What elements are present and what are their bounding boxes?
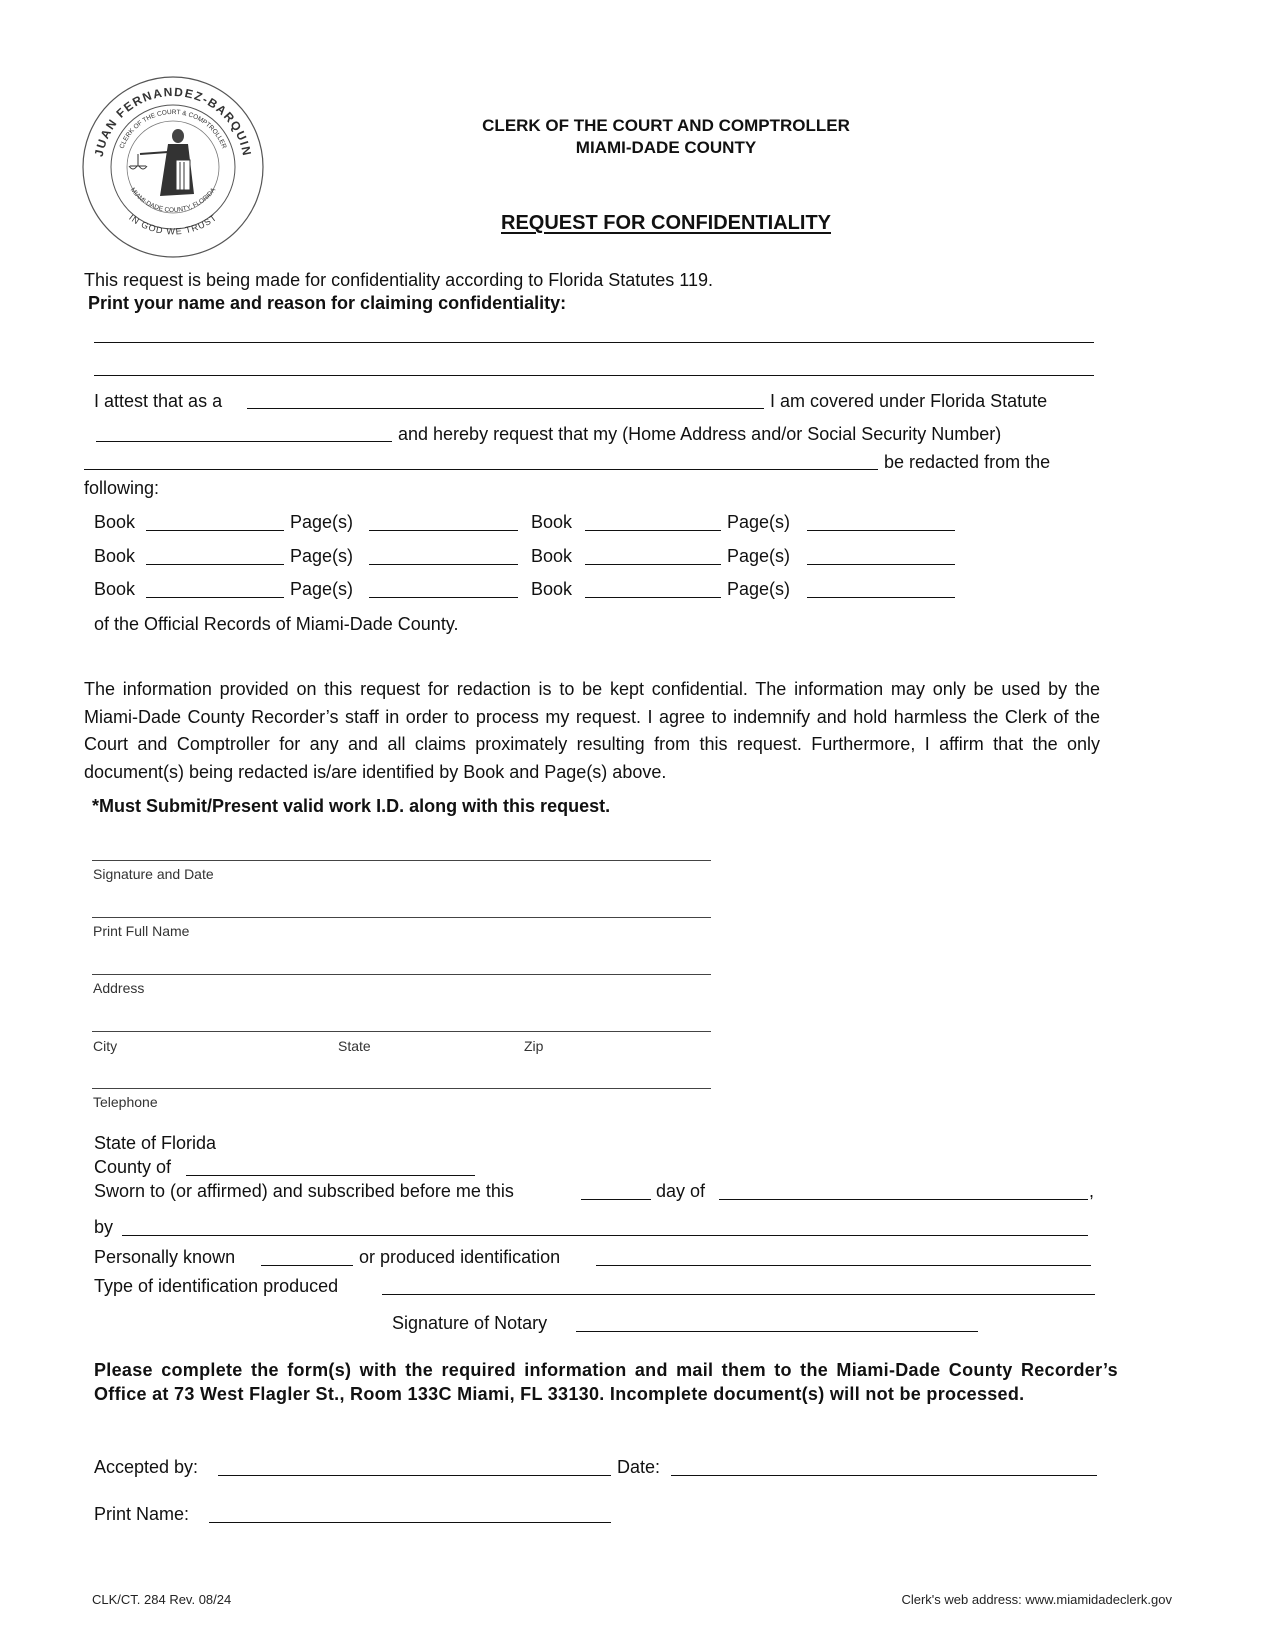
name-reason-field-2[interactable] — [94, 375, 1094, 376]
attest-text-5: following: — [84, 478, 160, 498]
attest-text-2: I am covered under Florida Statute — [770, 391, 1048, 411]
id-type-field[interactable] — [382, 1294, 1095, 1295]
pages-field[interactable] — [807, 530, 955, 531]
book-field[interactable] — [146, 530, 284, 531]
notary-signature-field[interactable] — [576, 1331, 978, 1332]
book-field[interactable] — [585, 564, 721, 565]
svg-text:IN GOD WE TRUST: IN GOD WE TRUST — [127, 212, 219, 237]
produced-id-label: or produced identification — [359, 1247, 561, 1267]
book-label: Book — [94, 512, 136, 532]
print-name-label: Print Full Name — [93, 923, 190, 939]
city-label: City — [93, 1038, 118, 1054]
book-field[interactable] — [146, 597, 284, 598]
page-title: REQUEST FOR CONFIDENTIALITY — [501, 212, 831, 234]
attest-text-4: be redacted from the — [884, 452, 1051, 472]
id-notice: *Must Submit/Present valid work I.D. along with this request. — [92, 796, 611, 816]
id-type-label: Type of identification produced — [94, 1276, 339, 1296]
notary-county-label: County of — [94, 1157, 172, 1177]
redaction-info-field[interactable] — [84, 469, 878, 470]
address-field[interactable] — [92, 974, 711, 975]
pages-field[interactable] — [369, 530, 518, 531]
disclaimer-paragraph: The information provided on this request for redaction is to be kept confidential. The information may only be used by the Miami-Dade County Recorder’s staff in order to process my request. I agree to indemnify and hold harmless the Clerk of the Court and Comptroller for any and all claims proximately resulting from this request. Furthermore, I affirm that the only document(s) being redacted is/are identified by Book and Page(s) above. — [84, 679, 1100, 783]
date-label: Date: — [617, 1457, 661, 1477]
accepted-by-label: Accepted by: — [94, 1457, 199, 1477]
book-field[interactable] — [585, 597, 721, 598]
statute-field[interactable] — [96, 441, 392, 442]
pages-label: Page(s) — [290, 512, 354, 532]
form-id: CLK/CT. 284 Rev. 08/24 — [92, 1592, 232, 1607]
notary-signature-label: Signature of Notary — [392, 1313, 548, 1333]
telephone-field[interactable] — [92, 1088, 711, 1089]
header-county: MIAMI-DADE COUNTY — [575, 138, 757, 157]
pages-field[interactable] — [369, 597, 518, 598]
intro-instruction: Print your name and reason for claiming confidentiality: — [88, 293, 567, 313]
month-year-field[interactable] — [719, 1199, 1088, 1200]
produced-id-field[interactable] — [596, 1265, 1091, 1266]
notary-comma: , — [1089, 1181, 1095, 1201]
pages-field[interactable] — [807, 564, 955, 565]
zip-label: Zip — [524, 1038, 544, 1054]
telephone-label: Telephone — [93, 1094, 158, 1110]
by-field[interactable] — [122, 1235, 1088, 1236]
book-label: Book — [531, 579, 573, 599]
pages-field[interactable] — [807, 597, 955, 598]
notary-state: State of Florida — [94, 1133, 217, 1153]
clerk-website: Clerk's web address: www.miamidadeclerk.gov — [901, 1592, 1172, 1607]
notary-by: by — [94, 1217, 114, 1237]
svg-text:CLERK OF THE COURT & COMPTROLL: CLERK OF THE COURT & COMPTROLLER — [118, 108, 228, 150]
svg-text:JUAN FERNANDEZ-BARQUIN: JUAN FERNANDEZ-BARQUIN — [91, 84, 255, 158]
office-print-name-field[interactable] — [209, 1522, 611, 1523]
svg-text:MIAMI-DADE COUNTY, FLORIDA: MIAMI-DADE COUNTY, FLORIDA — [128, 186, 218, 214]
mail-instructions: Please complete the form(s) with the required information and mail them to the Miami-Dade County Recorder’s Office at 73 West Flagler St., Room 133C Miami, FL 33130. Incomplete document(s) will not be processed. — [94, 1360, 1118, 1404]
book-label: Book — [531, 546, 573, 566]
signature-date-field[interactable] — [92, 860, 711, 861]
personally-known-label: Personally known — [94, 1247, 236, 1267]
signature-date-label: Signature and Date — [93, 866, 214, 882]
book-label: Book — [94, 579, 136, 599]
print-name-field[interactable] — [92, 917, 711, 918]
attest-text-3: and hereby request that my (Home Address and/or Social Security Number) — [398, 424, 1002, 444]
pages-label: Page(s) — [727, 512, 791, 532]
date-field[interactable] — [671, 1475, 1097, 1476]
book-label: Book — [531, 512, 573, 532]
address-label: Address — [93, 980, 145, 996]
county-field[interactable] — [186, 1175, 475, 1176]
city-state-zip-field[interactable] — [92, 1031, 711, 1032]
attest-text-1: I attest that as a — [94, 391, 223, 411]
notary-sworn-text: Sworn to (or affirmed) and subscribed before me this — [94, 1181, 514, 1201]
name-reason-field-1[interactable] — [94, 342, 1094, 343]
accepted-by-field[interactable] — [218, 1475, 611, 1476]
notary-day-of: day of — [656, 1181, 706, 1201]
occupation-field[interactable] — [247, 408, 764, 409]
pages-field[interactable] — [369, 564, 518, 565]
state-label: State — [338, 1038, 371, 1054]
office-print-name-label: Print Name: — [94, 1504, 190, 1524]
day-field[interactable] — [581, 1199, 651, 1200]
records-footer-text: of the Official Records of Miami-Dade County. — [94, 614, 459, 634]
pages-label: Page(s) — [727, 546, 791, 566]
book-field[interactable] — [585, 530, 721, 531]
pages-label: Page(s) — [290, 579, 354, 599]
header-office: CLERK OF THE COURT AND COMPTROLLER — [482, 116, 850, 135]
intro-statement: This request is being made for confidentiality according to Florida Statutes 119. — [84, 270, 714, 290]
pages-label: Page(s) — [727, 579, 791, 599]
personally-known-field[interactable] — [261, 1265, 353, 1266]
pages-label: Page(s) — [290, 546, 354, 566]
book-label: Book — [94, 546, 136, 566]
book-field[interactable] — [146, 564, 284, 565]
